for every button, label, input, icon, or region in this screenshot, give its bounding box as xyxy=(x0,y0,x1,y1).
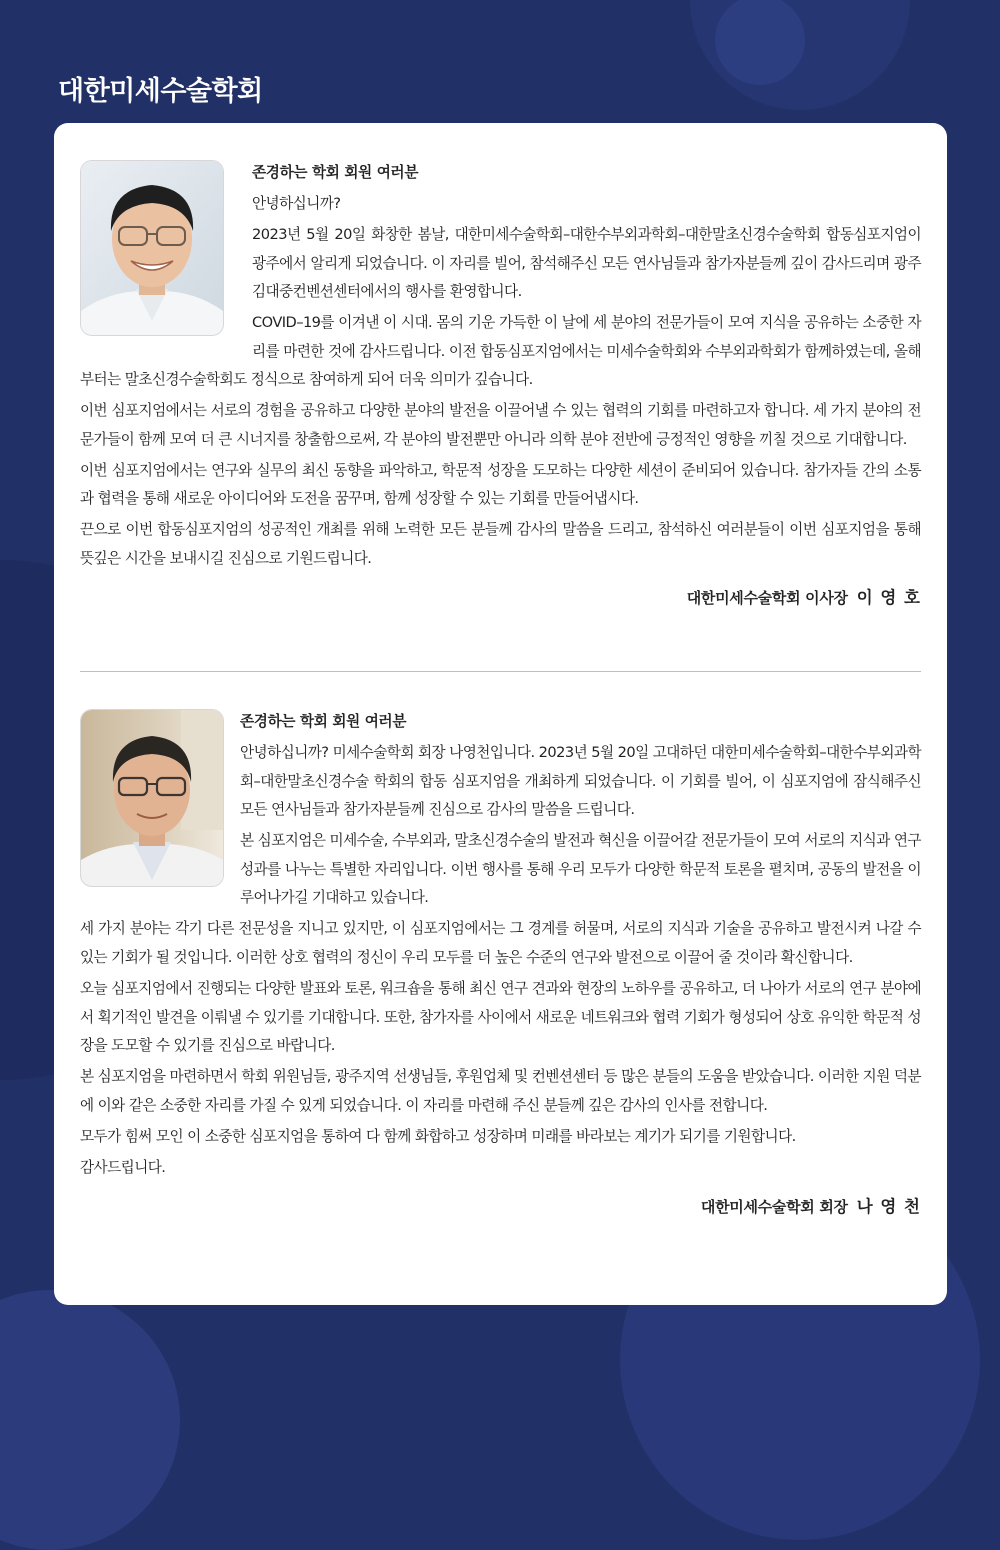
president-message xyxy=(80,708,921,1217)
message-paragraph: 오늘 심포지엄에서 진행되는 다양한 발표와 토론, 워크숍을 통해 최신 연구 견과와 현장의 노하우를 공유하고, 더 나아가 서로의 연구 분야에서 획기적인 발견을 이뤄낼 수 있기를 기대합니다. 또한, 참가자를 사이에서 새로운 네트워크와 협력 기회가 형성되어 상호 유익한 학문적 성장을 도모할 수 있기를 진심으로 바랍니다. xyxy=(80,979,921,1055)
message-paragraph: 모두가 힘써 모인 이 소중한 심포지엄을 통하여 다 함께 화합하고 성장하며 미래를 바라보는 계기가 되기를 기원합니다. xyxy=(80,1127,796,1145)
message-paragraph: 안녕하십니까? xyxy=(252,194,341,212)
message-paragraph: 세 가지 분야는 각기 다른 전문성을 지니고 있지만, 이 심포지엄에서는 그 경계를 허물며, 서로의 지식과 기술을 공유하고 발전시켜 나갈 수 있는 기회가 될 것입니다. 이러한 상호 협력의 정신이 우리 모두를 더 높은 수준의 연구와 발전으로 이끌어 줄 것이라 확신합니다. xyxy=(80,920,921,966)
chairman-message xyxy=(80,159,921,608)
message-paragraph: 감사드립니다. xyxy=(80,1158,166,1176)
chairman-signature xyxy=(80,584,921,608)
signature-title: 대한미세수술학회 이사장 xyxy=(686,589,848,608)
page-title: 대한미세수술학회 xyxy=(58,76,263,107)
message-paragraph: 이번 심포지엄에서는 서로의 경험을 공유하고 다양한 분야의 발전을 이끌어낼 수 있는 협력의 기회를 마련하고자 합니다. 세 가지 분야의 전문가들이 함께 모여 더 큰 시너지를 창출함으로써, 각 분야의 발전뿐만 아니라 의학 분야 전반에 긍정적인 영향을 끼칠 것으로 기대합니다. xyxy=(80,402,921,448)
section-divider xyxy=(80,671,921,672)
message-greeting: 존경하는 학회 회원 여러분 xyxy=(240,713,407,730)
message-greeting: 존경하는 학회 회원 여러분 xyxy=(252,164,419,181)
message-paragraph: 안녕하십니까? 미세수술학회 회장 나영천입니다. 2023년 5월 20일 고대하던 대한미세수술학회–대한수부외과학회–대한말초신경수술 학회의 합동 심포지엄을 개최하게 되었습니다. 이 기회를 빌어, 이 심포지엄에 잠식해주신 모든 연사님들과 참가자분들께 진심으로 감사의 말씀을 드립니다. xyxy=(240,743,921,819)
chairman-portrait-photo xyxy=(80,160,224,336)
president-signature xyxy=(80,1193,921,1217)
president-portrait-photo xyxy=(80,709,224,887)
message-paragraph: 본 심포지엄은 미세수술, 수부외과, 말초신경수술의 발전과 혁신을 이끌어갈 전문가들이 모여 서로의 지식과 연구 성과를 나누는 특별한 자리입니다. 이번 행사를 통해 우리 모두가 다양한 학문적 토론을 펼치며, 공동의 발전을 이루어나가길 기대하고 있습니다. xyxy=(240,832,921,907)
signature-name: 나 영 천 xyxy=(856,1196,921,1216)
message-card xyxy=(54,123,947,1305)
signature-title: 대한미세수술학회 회장 xyxy=(700,1197,848,1216)
signature-name: 이 영 호 xyxy=(856,588,921,608)
background-decoration-circle xyxy=(0,1290,180,1550)
message-paragraph: COVID–19를 이겨낸 이 시대. 몸의 기운 가득한 이 날에 세 분야의 전문가들이 모여 지식을 공유하는 소중한 자리를 마련한 것에 감사드립니다. 이전 합동심포지엄에서는 미세수술학회와 수부외과학회가 함께하였는데, 올해부터는 말초신경수술학회도 정식으로 참여하게 되어 더욱 의미가 깊습니다. xyxy=(80,314,921,389)
message-paragraph: 본 심포지엄을 마련하면서 학회 위원님들, 광주지역 선생님들, 후원업체 및 컨벤션센터 등 많은 분들의 도움을 받았습니다. 이러한 지원 덕분에 이와 같은 소중한 자리를 가질 수 있게 되었습니다. 이 자리를 마련해 주신 분들께 깊은 감사의 인사를 전합니다. xyxy=(80,1068,921,1114)
message-paragraph: 2023년 5월 20일 화창한 봄날, 대한미세수술학회–대한수부외과학회–대한말초신경수술학회 합동심포지엄이 광주에서 알리게 되었습니다. 이 자리를 빌어, 참석해주신 모든 연사님들과 참가자분들께 깊이 감사드리며 광주 김대중컨벤션센터에서의 행사를 환영합니다. xyxy=(252,225,921,301)
message-paragraph: 끈으로 이번 합동심포지엄의 성공적인 개최를 위해 노력한 모든 분들께 감사의 말씀을 드리고, 참석하신 여러분들이 이번 심포지엄을 통해 뜻깊은 시간을 보내시길 진심으로 기원드립니다. xyxy=(80,521,921,568)
message-paragraph: 이번 심포지엄에서는 연구와 실무의 최신 동향을 파악하고, 학문적 성장을 도모하는 다양한 세션이 준비되어 있습니다. 참가자들 간의 소통과 협력을 통해 새로운 아이디어와 도전을 꿈꾸며, 함께 성장할 수 있는 기회를 만들어냅시다. xyxy=(80,461,921,508)
